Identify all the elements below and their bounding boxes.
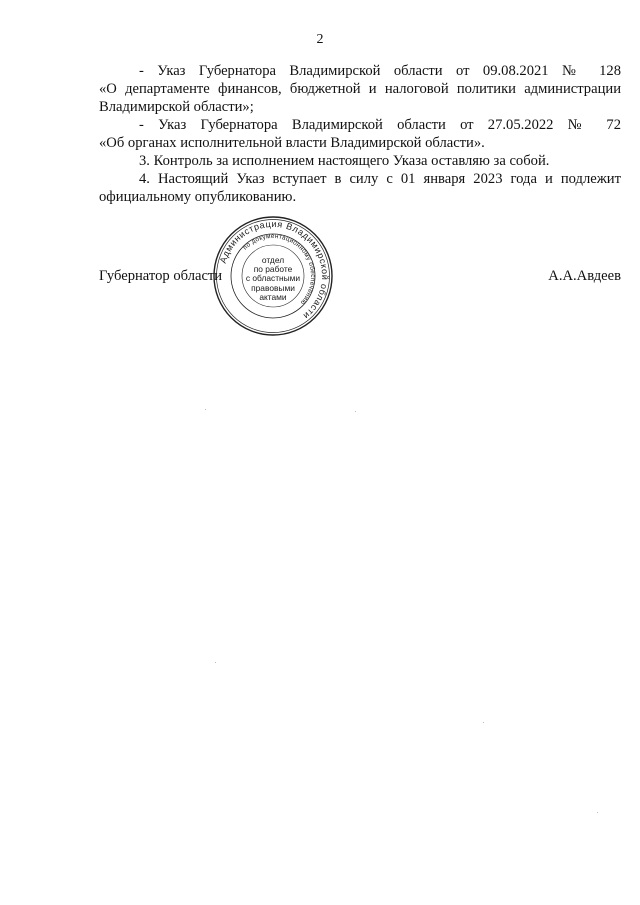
scan-speck — [215, 662, 216, 663]
scan-speck — [597, 812, 598, 813]
paragraph-effective-date: 4. Настоящий Указ вступает в силу с 01 января 2023 года и подлежит официальному опубликованию. — [99, 171, 621, 205]
signature-block — [99, 268, 621, 290]
paragraph-line: «Об органах исполнительной власти Владимирской области». — [99, 135, 485, 151]
seal-center-line: правовыми — [251, 282, 295, 293]
paragraph-line: «О департаменте финансов, бюджетной и налоговой политики администрации Владимирской области»; — [99, 81, 621, 115]
scan-speck — [483, 722, 484, 723]
seal-center-line: с областными — [245, 273, 301, 284]
seal-center-text — [236, 256, 310, 302]
scan-speck — [355, 411, 356, 412]
seal-center-line: по работе — [253, 264, 293, 275]
seal-center-line: актами — [259, 291, 287, 302]
signatory-name: А.А.Авдеев — [548, 268, 621, 284]
paragraph-repealed-decree-1 — [99, 62, 621, 116]
paragraph-repealed-decree-2 — [99, 116, 621, 152]
seal-outer-ring-text: Администрация Владимирской области — [217, 218, 331, 322]
signatory-title: Губернатор области — [99, 268, 223, 284]
seal-inner-ring-text: по документационному обеспечению — [241, 232, 317, 306]
page-number: 2 — [316, 32, 324, 47]
seal-center-line: отдел — [261, 255, 285, 265]
paragraph-line: - Указ Губернатора Владимирской области от 27.05.2022 № 72 — [139, 117, 621, 133]
document-body — [99, 62, 621, 206]
official-seal — [212, 215, 334, 337]
scan-speck — [205, 409, 206, 410]
paragraph-control: 3. Контроль за исполнением настоящего Указа оставляю за собой. — [139, 153, 550, 169]
paragraph-line: - Указ Губернатора Владимирской области от 09.08.2021 № 128 — [139, 63, 621, 79]
